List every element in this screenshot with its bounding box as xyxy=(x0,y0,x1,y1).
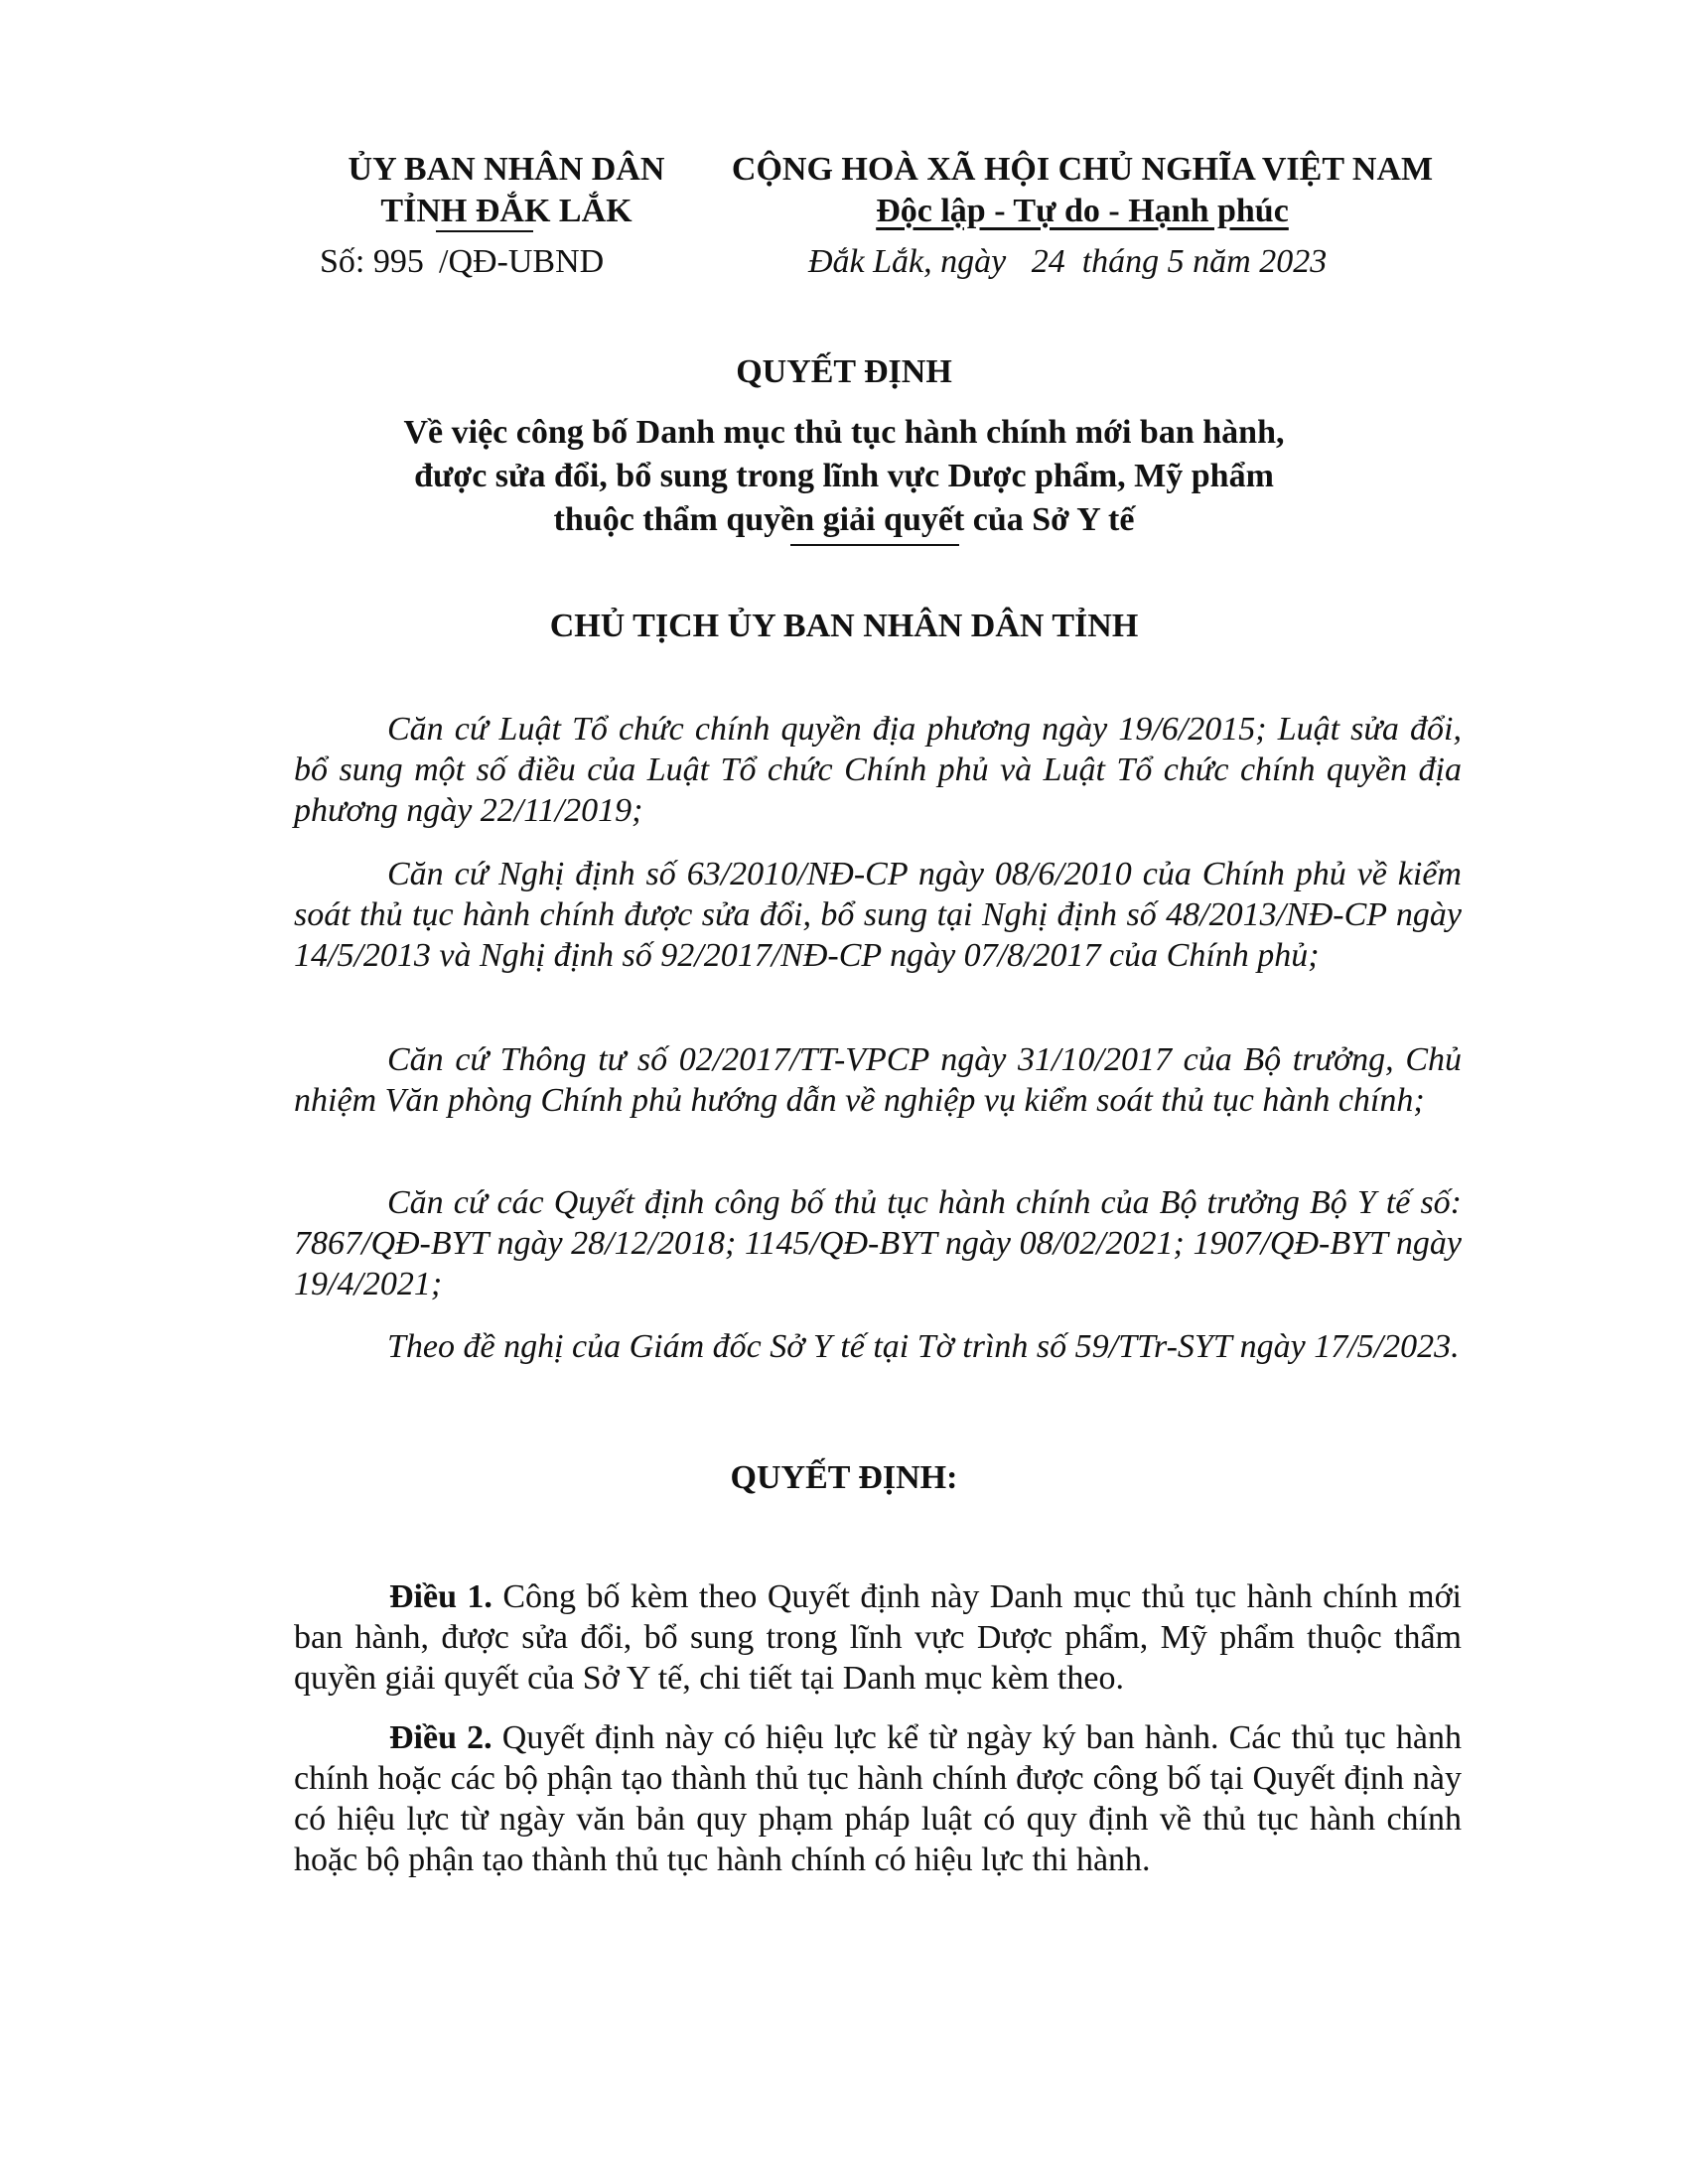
decision-heading: QUYẾT ĐỊNH: xyxy=(730,1459,958,1496)
title-divider xyxy=(790,544,959,546)
article-1 xyxy=(294,1576,1462,1699)
document-subject xyxy=(0,411,1688,542)
subject-line: được sửa đổi, bổ sung trong lĩnh vực Dược phẩm, Mỹ phẩm xyxy=(414,458,1274,494)
agency-name-line2: TỈNH ĐẮK LẮK xyxy=(380,191,632,232)
document-number xyxy=(320,243,604,281)
article-text: Quyết định này có hiệu lực kể từ ngày ký ban hành. Các thủ tục hành chính hoặc các bộ phận tạo thành thủ tục hành chính được công bố tại Quyết định này có hiệu lực từ ngày văn bản quy phạm pháp luật có quy định về thủ tục hành chính hoặc bộ phận tạo thành thủ tục hành chính có hiệu lực thi hành. xyxy=(294,1719,1462,1878)
subject-line: thuộc thẩm quyền giải quyết của Sở Y tế xyxy=(553,501,1135,538)
article-label: Điều 2. xyxy=(389,1719,492,1756)
national-motto xyxy=(715,149,1450,232)
document-number-prefix: Số: 995 xyxy=(320,243,424,280)
article-label: Điều 1. xyxy=(389,1578,492,1615)
document-number-suffix: /QĐ-UBND xyxy=(439,243,605,280)
legal-basis-paragraph: Căn cứ các Quyết định công bố thủ tục hành chính của Bộ trưởng Bộ Y tế số: 7867/QĐ-BYT ngày 28/12/2018; 1145/QĐ-BYT ngày 08/02/2021; 1907/QĐ-BYT ngày 19/4/2021; xyxy=(294,1184,1462,1302)
place-date: Đắk Lắk, ngày 24 tháng 5 năm 2023 xyxy=(808,243,1328,280)
document-title: QUYẾT ĐỊNH xyxy=(736,353,952,390)
agency-name-line1: ỦY BAN NHÂN DÂN xyxy=(348,151,665,188)
legal-basis-paragraph: Căn cứ Thông tư số 02/2017/TT-VPCP ngày 31/10/2017 của Bộ trưởng, Chủ nhiệm Văn phòng Chính phủ hướng dẫn về nghiệp vụ kiểm soát thủ tục hành chính; xyxy=(294,1041,1462,1119)
legal-basis-paragraph: Căn cứ Luật Tổ chức chính quyền địa phương ngày 19/6/2015; Luật sửa đổi, bổ sung một số điều của Luật Tổ chức Chính phủ và Luật Tổ chức chính quyền địa phương ngày 22/11/2019; xyxy=(294,711,1462,829)
article-2 xyxy=(294,1717,1462,1880)
subject-line: Về việc công bố Danh mục thủ tục hành chính mới ban hành, xyxy=(403,414,1285,451)
authority-heading: CHỦ TỊCH ỦY BAN NHÂN DÂN TỈNH xyxy=(549,608,1139,644)
motto: Độc lập - Tự do - Hạnh phúc xyxy=(876,193,1289,229)
article-text: Công bố kèm theo Quyết định này Danh mục thủ tục hành chính mới ban hành, được sửa đổi, bổ sung trong lĩnh vực Dược phẩm, Mỹ phẩm thuộc thẩm quyền giải quyết của Sở Y tế, chi tiết tại Danh mục kèm theo. xyxy=(294,1578,1463,1697)
nation-name: CỘNG HOÀ XÃ HỘI CHỦ NGHĨA VIỆT NAM xyxy=(731,151,1434,188)
issuing-agency xyxy=(298,149,715,232)
legal-basis-paragraph: Theo đề nghị của Giám đốc Sở Y tế tại Tờ trình số 59/TTr-SYT ngày 17/5/2023. xyxy=(387,1328,1460,1365)
legal-basis-paragraph: Căn cứ Nghị định số 63/2010/NĐ-CP ngày 08/6/2010 của Chính phủ về kiểm soát thủ tục hành chính được sửa đổi, bổ sung tại Nghị định số 48/2013/NĐ-CP ngày 14/5/2013 và Nghị định số 92/2017/NĐ-CP ngày 07/8/2017 của Chính phủ; xyxy=(294,856,1462,974)
